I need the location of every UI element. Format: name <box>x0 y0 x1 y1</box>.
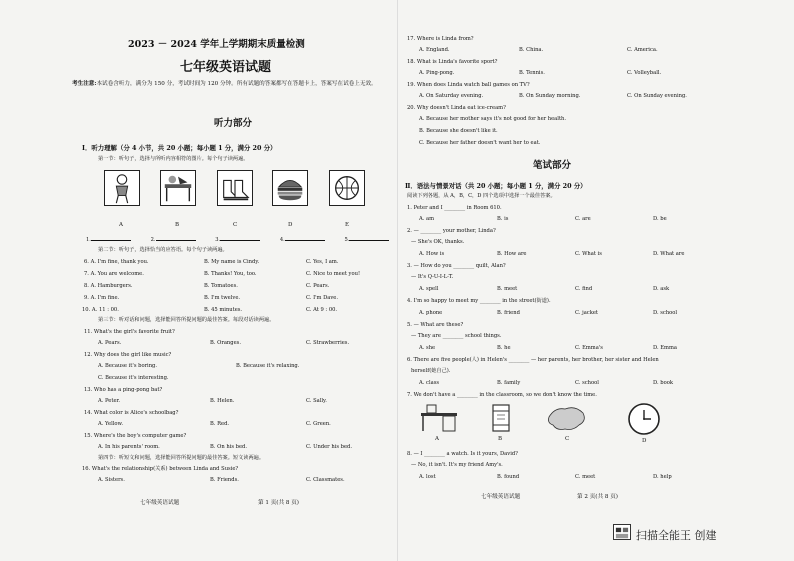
part-4-instructions: 第四节：听短文和问题，选择能回答所提问题的最佳答案。短文读两遍。 <box>98 455 265 461</box>
question-13-a: A. Peter. <box>98 398 121 404</box>
picture-b-desk-scene <box>160 170 196 206</box>
written-q6-c: C. school <box>575 380 599 386</box>
question-15-c: C. Under his bed. <box>306 444 352 450</box>
written-q1-d: D. be <box>653 216 667 222</box>
written-q1-b: B. is <box>497 216 509 222</box>
question-16-b: B. Friends. <box>210 477 239 483</box>
question-19-a: A. On Saturday evening. <box>419 93 484 99</box>
question-11-b: B. Oranges. <box>210 340 241 346</box>
question-12-a: A. Because it's boring. <box>98 363 158 369</box>
q7-label-b: B <box>498 436 503 442</box>
answer-blanks <box>86 236 389 243</box>
question-17-c: C. America. <box>627 47 658 53</box>
question-19-b: B. On Sunday morning. <box>519 93 581 99</box>
blank-2-label: 2. <box>150 237 156 243</box>
question-16-a: A. Sisters. <box>98 477 125 483</box>
blank-4-label: 4. <box>279 237 285 243</box>
question-13-b: B. Helen. <box>210 398 235 404</box>
written-q4-b: B. friend <box>497 310 520 316</box>
question-14-b: B. Red. <box>210 421 230 427</box>
written-q4-d: D. school <box>653 310 678 316</box>
q7-picture-d-clock <box>627 402 661 436</box>
blank-1-label: 1. <box>86 237 91 243</box>
written-q1-c: C. are <box>575 216 591 222</box>
question-17-a: A. England. <box>419 47 450 53</box>
part-a-instructions: 阅读下列各题，从 A，B，C，D 四个选项中选择一个最佳答案。 <box>407 193 556 199</box>
written-q6: 6. There are five people(人) in Helen's ________ — her parents, her brother, her sister and Helen <box>407 357 659 363</box>
question-9-c: C. I'm Dave. <box>306 295 339 301</box>
written-q6-cont: herself(她自己). <box>411 368 451 374</box>
question-14-c: C. Green. <box>306 421 331 427</box>
question-10-b: B. 45 minutes. <box>204 307 243 313</box>
footer-page: 第 1 页(共 8 页) <box>258 500 299 506</box>
written-q6-a: A. class <box>419 380 440 386</box>
scanner-watermark: 扫描全能王 创建 <box>636 529 717 542</box>
question-9: 9. A. I'm fine. <box>84 295 120 301</box>
question-12: 12. Why does the girl like music? <box>84 352 172 358</box>
pic-label-d: D <box>288 222 293 228</box>
question-6: 6. A. I'm fine, thank you. <box>84 259 149 265</box>
exam-title: 2023 － 2024 学年上学期期末质量检测 <box>128 39 305 50</box>
question-18: 18. What is Linda's favorite sport? <box>407 59 498 65</box>
notice-text: 本试卷含听力，满分为 150 分，考试时间为 120 分钟。所有试题的答案都写在答题卡上，答案写在试卷上无效。 <box>96 81 377 87</box>
written-q3-reply: — It's Q-U-I-L-T. <box>411 274 454 280</box>
question-12-b: B. Because it's relaxing. <box>236 363 300 369</box>
written-heading: 笔试部分 <box>533 160 572 171</box>
part-2-instructions: 第二节：听句子，选择恰当的应答语。每个句子读两遍。 <box>98 247 228 253</box>
blank-3-label: 3. <box>215 237 221 243</box>
part-3-instructions: 第三节：听对话和问题，选择能回答所提问题的最佳答案。每段对话读两遍。 <box>98 317 275 323</box>
written-q6-b: B. family <box>497 380 521 386</box>
written-q7: 7. We don't have a ________ in the classroom, so we don't know the time. <box>407 392 597 398</box>
question-19-c: C. On Sunday evening. <box>627 93 687 99</box>
written-q5-d: D. Emma <box>653 345 677 351</box>
question-8-b: B. Tomatoes. <box>204 283 238 289</box>
question-18-b: B. Tennis. <box>519 70 545 76</box>
written-q6-d: D. book <box>653 380 673 386</box>
question-11-c: C. Strawberries. <box>306 340 350 346</box>
written-q2-c: C. What is <box>575 251 602 257</box>
q7-picture-b-book <box>489 403 513 433</box>
question-18-c: C. Volleyball. <box>627 70 662 76</box>
question-16: 16. What's the relationship(关系) between Linda and Susie? <box>82 466 239 472</box>
q7-label-c: C <box>565 436 570 442</box>
q7-label-d: D <box>642 438 647 444</box>
exam-notice <box>72 80 392 88</box>
written-q8-c: C. meet <box>575 474 596 480</box>
question-7: 7. A. You are welcome. <box>84 271 144 277</box>
written-q8: 8. — I ________ a watch. Is it yours, David? <box>407 451 518 457</box>
question-17: 17. Where is Linda from? <box>407 36 474 42</box>
written-q3-a: A. spell <box>419 286 439 292</box>
written-q8-d: D. help <box>653 474 672 480</box>
question-8-c: C. Pears. <box>306 283 330 289</box>
question-10-c: C. At 9 : 00. <box>306 307 338 313</box>
written-q5-a: A. she <box>419 345 436 351</box>
question-9-b: B. I'm twelve. <box>204 295 241 301</box>
footer-subject-2: 七年级英语试题 <box>481 494 521 500</box>
written-q5: 5. — What are these? <box>407 322 464 328</box>
question-19: 19. When does Linda watch ball games on TV? <box>407 82 530 88</box>
written-q2-reply: — She's OK, thanks. <box>411 239 465 245</box>
question-20-c: C. Because her father doesn't want her to eat. <box>419 140 541 146</box>
picture-c-sneakers <box>217 170 253 206</box>
question-13: 13. Who has a ping-pong bat? <box>84 387 163 393</box>
q7-picture-a-desk <box>419 403 459 433</box>
picture-d-hamburger <box>272 170 308 206</box>
pic-label-e: E <box>345 222 350 228</box>
pic-label-a: A <box>119 222 123 228</box>
question-14: 14. What color is Alice's schoolbag? <box>84 410 179 416</box>
written-q8-b: B. found <box>497 474 520 480</box>
pic-label-c: C <box>233 222 238 228</box>
question-14-a: A. Yellow. <box>98 421 124 427</box>
question-18-a: A. Ping-pong. <box>419 70 455 76</box>
exam-subtitle: 七年级英语试题 <box>180 60 272 75</box>
q7-picture-c-map <box>545 403 589 435</box>
question-20-b: B. Because she doesn't like it. <box>419 128 498 134</box>
written-q3-b: B. meet <box>497 286 518 292</box>
written-q1: 1. Peter and I ________ in Room 610. <box>407 205 502 211</box>
written-q2-a: A. How is <box>419 251 445 257</box>
question-13-c: C. Sally. <box>306 398 327 404</box>
question-12-c: C. Because it's interesting. <box>98 375 169 381</box>
written-q3-d: D. ask <box>653 286 670 292</box>
question-11-a: A. Pears. <box>98 340 122 346</box>
written-q5-reply: — They are ________ school things. <box>411 333 502 339</box>
exam-page-2 <box>397 0 794 561</box>
footer-subject: 七年级英语试题 <box>140 500 180 506</box>
written-q5-b: B. he <box>497 345 511 351</box>
part-1-instructions: 第一节：听句子，选择与所听内容相符的图片。每个句子读两遍。 <box>98 156 249 162</box>
question-15-a: A. In his parents' room. <box>98 444 160 450</box>
question-15-b: B. On his bed. <box>210 444 248 450</box>
written-q4-c: C. jacket <box>575 310 598 316</box>
written-q5-c: C. Emma's <box>575 345 603 351</box>
question-7-b: B. Thanks! You, too. <box>204 271 257 277</box>
picture-e-basketball <box>329 170 365 206</box>
question-6-c: C. Yes, I am. <box>306 259 339 265</box>
written-q8-a: A. lost <box>419 474 436 480</box>
listening-heading: 听力部分 <box>214 118 253 129</box>
question-16-c: C. Classmates. <box>306 477 345 483</box>
question-8: 8. A. Hamburgers. <box>84 283 133 289</box>
pic-label-b: B <box>175 222 180 228</box>
question-7-c: C. Nice to meet you! <box>306 271 361 277</box>
scanner-logo-icon <box>613 524 631 540</box>
picture-a-person <box>104 170 140 206</box>
q7-label-a: A <box>435 436 439 442</box>
blank-5-label: 5. <box>344 237 350 243</box>
written-q4-a: A. phone <box>419 310 443 316</box>
written-q2: 2. — ________ your mother, Linda? <box>407 228 496 234</box>
question-10: 10. A. 11 : 00. <box>82 307 119 313</box>
section-1-heading: Ⅰ．听力理解（分 4 小节，共 20 小题；每小题 1 分，满分 20 分） <box>82 144 277 152</box>
question-11: 11. What's the girl's favorite fruit? <box>84 329 175 335</box>
written-q8-reply: — No, it isn't. It's my friend Amy's. <box>411 462 503 468</box>
question-15: 15. Where's the boy's computer game? <box>84 433 187 439</box>
footer-page-2: 第 2 页(共 8 页) <box>577 494 618 500</box>
written-q1-a: A. am <box>419 216 435 222</box>
question-20-a: A. Because her mother says it's not good for her health. <box>419 116 567 122</box>
notice-label: 考生注意: <box>72 81 97 87</box>
written-q3-c: C. find <box>575 286 593 292</box>
written-q2-b: B. How are <box>497 251 527 257</box>
question-20: 20. Why doesn't Linda eat ice-cream? <box>407 105 506 111</box>
question-6-b: B. My name is Cindy. <box>204 259 260 265</box>
written-q4: 4. I'm so happy to meet my ________ in the street(街道). <box>407 298 551 304</box>
question-17-b: B. China. <box>519 47 544 53</box>
section-2-heading: Ⅱ．语法与情景对话（共 20 小题；每小题 1 分，满分 20 分） <box>405 182 587 190</box>
written-q3: 3. — How do you ________ quilt, Alan? <box>407 263 506 269</box>
written-q2-d: D. What are <box>653 251 685 257</box>
